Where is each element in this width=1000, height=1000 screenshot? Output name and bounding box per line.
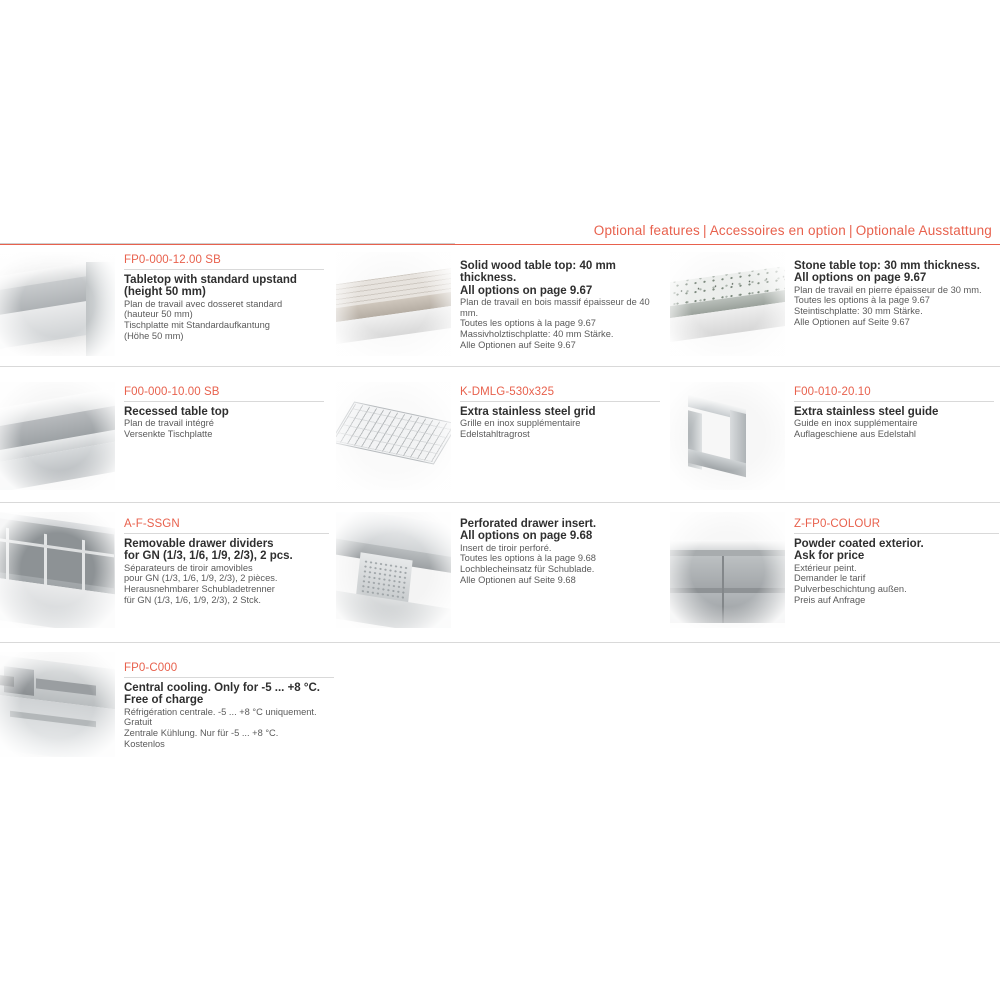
feature-row-1 bbox=[0, 252, 1000, 356]
header-separator-1: | bbox=[702, 223, 707, 238]
feature-row-3 bbox=[0, 512, 1000, 632]
feature-de-9-l1: Zentrale Kühlung. Nur für -5 ... +8 °C. bbox=[124, 728, 279, 738]
feature-fr-6-l1: Séparateurs de tiroir amovibles bbox=[124, 562, 253, 573]
feature-code-4: K-DMLG-530x325 bbox=[460, 386, 555, 398]
row-divider-3 bbox=[0, 642, 1000, 643]
feature-fr-6-l2: pour GN (1/3, 1/6, 1/9, 2/3), 2 pièces. bbox=[124, 573, 278, 584]
feature-de-6-l1: Herausnehmbarer Schubladetrenner bbox=[124, 584, 275, 594]
feature-title-2-l2: All options on page 9.67 bbox=[794, 272, 927, 285]
feature-row-2 bbox=[0, 382, 1000, 492]
feature-title-6 bbox=[124, 538, 329, 563]
feature-de-8-l1: Pulverbeschichtung außen. bbox=[794, 584, 907, 594]
feature-title-8-l2: Ask for price bbox=[794, 550, 865, 563]
feature-text-1 bbox=[460, 260, 665, 350]
powder-coated-illustration bbox=[670, 512, 785, 628]
feature-sub-2 bbox=[794, 285, 1000, 327]
feature-de-9-l2: Kostenlos bbox=[124, 738, 165, 749]
feature-title-6-l2: for GN (1/3, 1/6, 1/9, 2/3), 2 pcs. bbox=[124, 550, 293, 563]
feature-text-2 bbox=[794, 260, 1000, 327]
feature-de-1-l2: Alle Optionen auf Seite 9.67 bbox=[460, 339, 576, 350]
feature-fr-1-l1: Plan de travail en bois massif épaisseur de 40 mm. bbox=[460, 297, 650, 318]
feature-title-9-l1: Central cooling. Only for -5 ... +8 °C. bbox=[124, 682, 320, 694]
code-divider-0 bbox=[124, 269, 324, 270]
row-divider-1 bbox=[0, 366, 1000, 367]
feature-item-recessed-tabletop bbox=[0, 382, 330, 492]
feature-text-7 bbox=[460, 518, 665, 585]
feature-sub-5 bbox=[794, 418, 994, 439]
feature-text-4 bbox=[460, 386, 660, 440]
header-title-en: Optional features bbox=[593, 223, 700, 238]
feature-fr-9-l1: Réfrigération centrale. -5 ... +8 °C uniquement. bbox=[124, 706, 317, 717]
drawer-dividers-illustration bbox=[0, 512, 115, 628]
feature-fr-7-l2: Toutes les options à la page 9.68 bbox=[460, 553, 596, 564]
feature-sub-3 bbox=[124, 418, 324, 439]
header-separator-2: | bbox=[848, 223, 853, 238]
feature-de-0-l2: (Höhe 50 mm) bbox=[124, 330, 184, 341]
central-cooling-illustration bbox=[0, 652, 115, 757]
feature-item-powder-coated bbox=[670, 512, 1000, 630]
feature-de-7-l2: Alle Optionen auf Seite 9.68 bbox=[460, 574, 576, 585]
feature-title-9 bbox=[124, 682, 334, 707]
feature-fr-3-l1: Plan de travail intégré bbox=[124, 418, 214, 429]
feature-code-9: FP0-C000 bbox=[124, 662, 178, 674]
feature-title-8 bbox=[794, 538, 999, 563]
feature-code-3: F00-000-10.00 SB bbox=[124, 386, 220, 398]
feature-sub-1 bbox=[460, 297, 665, 350]
feature-title-6-l1: Removable drawer dividers bbox=[124, 538, 274, 550]
perforated-insert-illustration bbox=[336, 512, 451, 628]
feature-de-5-l1: Auflageschiene aus Edelstahl bbox=[794, 429, 916, 439]
feature-title-5: Extra stainless steel guide bbox=[794, 406, 939, 418]
code-divider-9 bbox=[124, 677, 334, 678]
header-rule-accent bbox=[0, 244, 1000, 245]
feature-row-4 bbox=[0, 652, 1000, 762]
feature-fr-0-l2: (hauteur 50 mm) bbox=[124, 309, 193, 320]
code-divider-6 bbox=[124, 533, 329, 534]
feature-code-0: FP0-000-12.00 SB bbox=[124, 254, 221, 266]
feature-fr-5-l1: Guide en inox supplémentaire bbox=[794, 418, 918, 429]
feature-code-8: Z-FP0-COLOUR bbox=[794, 518, 881, 530]
feature-fr-1-l2: Toutes les options à la page 9.67 bbox=[460, 318, 596, 329]
feature-item-central-cooling bbox=[0, 652, 330, 760]
feature-item-tabletop-upstand bbox=[0, 252, 330, 356]
feature-item-drawer-dividers bbox=[0, 512, 330, 630]
feature-title-0-l1: Tabletop with standard upstand bbox=[124, 274, 297, 286]
feature-de-2-l2: Alle Optionen auf Seite 9.67 bbox=[794, 316, 910, 327]
code-divider-4 bbox=[460, 401, 660, 402]
header-title-fr: Accessoires en option bbox=[709, 223, 846, 238]
tabletop-upstand-illustration bbox=[0, 252, 115, 356]
feature-text-3 bbox=[124, 386, 324, 440]
header-titles bbox=[594, 223, 1000, 238]
feature-code-6: A-F-SSGN bbox=[124, 518, 180, 530]
feature-title-0-l2: (height 50 mm) bbox=[124, 286, 206, 299]
feature-de-0-l1: Tischplatte mit Standardaufkantung bbox=[124, 320, 270, 330]
feature-sub-8 bbox=[794, 563, 999, 605]
feature-text-9 bbox=[124, 662, 334, 749]
feature-sub-4 bbox=[460, 418, 660, 439]
feature-text-5 bbox=[794, 386, 994, 440]
feature-fr-4-l1: Grille en inox supplémentaire bbox=[460, 418, 581, 429]
feature-de-6-l2: für GN (1/3, 1/6, 1/9, 2/3), 2 Stck. bbox=[124, 594, 261, 605]
feature-de-4-l1: Edelstahltragrost bbox=[460, 429, 530, 439]
feature-title-3: Recessed table top bbox=[124, 406, 229, 418]
feature-title-7 bbox=[460, 518, 665, 543]
feature-fr-2-l2: Toutes les options à la page 9.67 bbox=[794, 295, 930, 306]
feature-de-3-l1: Versenkte Tischplatte bbox=[124, 429, 213, 439]
feature-text-8 bbox=[794, 518, 999, 605]
feature-title-1-l1: Solid wood table top: 40 mm thickness. bbox=[460, 260, 616, 285]
code-divider-5 bbox=[794, 401, 994, 402]
feature-sub-0 bbox=[124, 299, 324, 341]
feature-de-2-l1: Steintischplatte: 30 mm Stärke. bbox=[794, 306, 923, 316]
feature-item-stone-tabletop bbox=[670, 252, 1000, 356]
feature-title-4: Extra stainless steel grid bbox=[460, 406, 596, 418]
feature-title-7-l2: All options on page 9.68 bbox=[460, 530, 593, 543]
feature-title-9-l2: Free of charge bbox=[124, 694, 204, 707]
feature-sub-6 bbox=[124, 563, 329, 605]
code-divider-3 bbox=[124, 401, 324, 402]
feature-text-0 bbox=[124, 254, 324, 341]
feature-de-8-l2: Preis auf Anfrage bbox=[794, 594, 866, 605]
wood-tabletop-illustration bbox=[336, 252, 451, 356]
feature-sub-9 bbox=[124, 707, 334, 749]
feature-sub-7 bbox=[460, 543, 665, 585]
feature-text-6 bbox=[124, 518, 329, 605]
feature-title-0 bbox=[124, 274, 324, 299]
feature-title-2 bbox=[794, 260, 1000, 285]
feature-item-stainless-grid bbox=[336, 382, 666, 492]
feature-title-1 bbox=[460, 260, 665, 297]
header-title-de: Optionale Ausstattung bbox=[855, 223, 992, 238]
stainless-guide-illustration bbox=[670, 382, 785, 490]
feature-code-5: F00-010-20.10 bbox=[794, 386, 871, 398]
row-divider-2 bbox=[0, 502, 1000, 503]
feature-fr-0-l1: Plan de travail avec dosseret standard bbox=[124, 298, 283, 309]
feature-fr-7-l1: Insert de tiroir perforé. bbox=[460, 542, 552, 553]
stainless-grid-illustration bbox=[336, 382, 451, 490]
feature-fr-2-l1: Plan de travail en pierre épaisseur de 30 mm. bbox=[794, 284, 982, 295]
code-divider-8 bbox=[794, 533, 999, 534]
stone-tabletop-illustration bbox=[670, 252, 785, 356]
feature-title-1-l2: All options on page 9.67 bbox=[460, 284, 593, 297]
feature-title-2-l1: Stone table top: 30 mm thickness. bbox=[794, 260, 980, 272]
recessed-tabletop-illustration bbox=[0, 382, 115, 490]
feature-fr-8-l2: Demander le tarif bbox=[794, 573, 866, 584]
page-header bbox=[0, 222, 1000, 244]
feature-de-1-l1: Massivholztischplatte: 40 mm Stärke. bbox=[460, 329, 614, 339]
feature-title-8-l1: Powder coated exterior. bbox=[794, 538, 924, 550]
feature-fr-9-l2: Gratuit bbox=[124, 717, 152, 728]
feature-item-stainless-guide bbox=[670, 382, 1000, 492]
feature-item-wood-tabletop bbox=[336, 252, 666, 356]
feature-de-7-l1: Lochblecheinsatz für Schublade. bbox=[460, 564, 595, 574]
feature-fr-8-l1: Extérieur peint. bbox=[794, 562, 857, 573]
feature-item-perforated-insert bbox=[336, 512, 666, 630]
feature-title-7-l1: Perforated drawer insert. bbox=[460, 518, 597, 530]
